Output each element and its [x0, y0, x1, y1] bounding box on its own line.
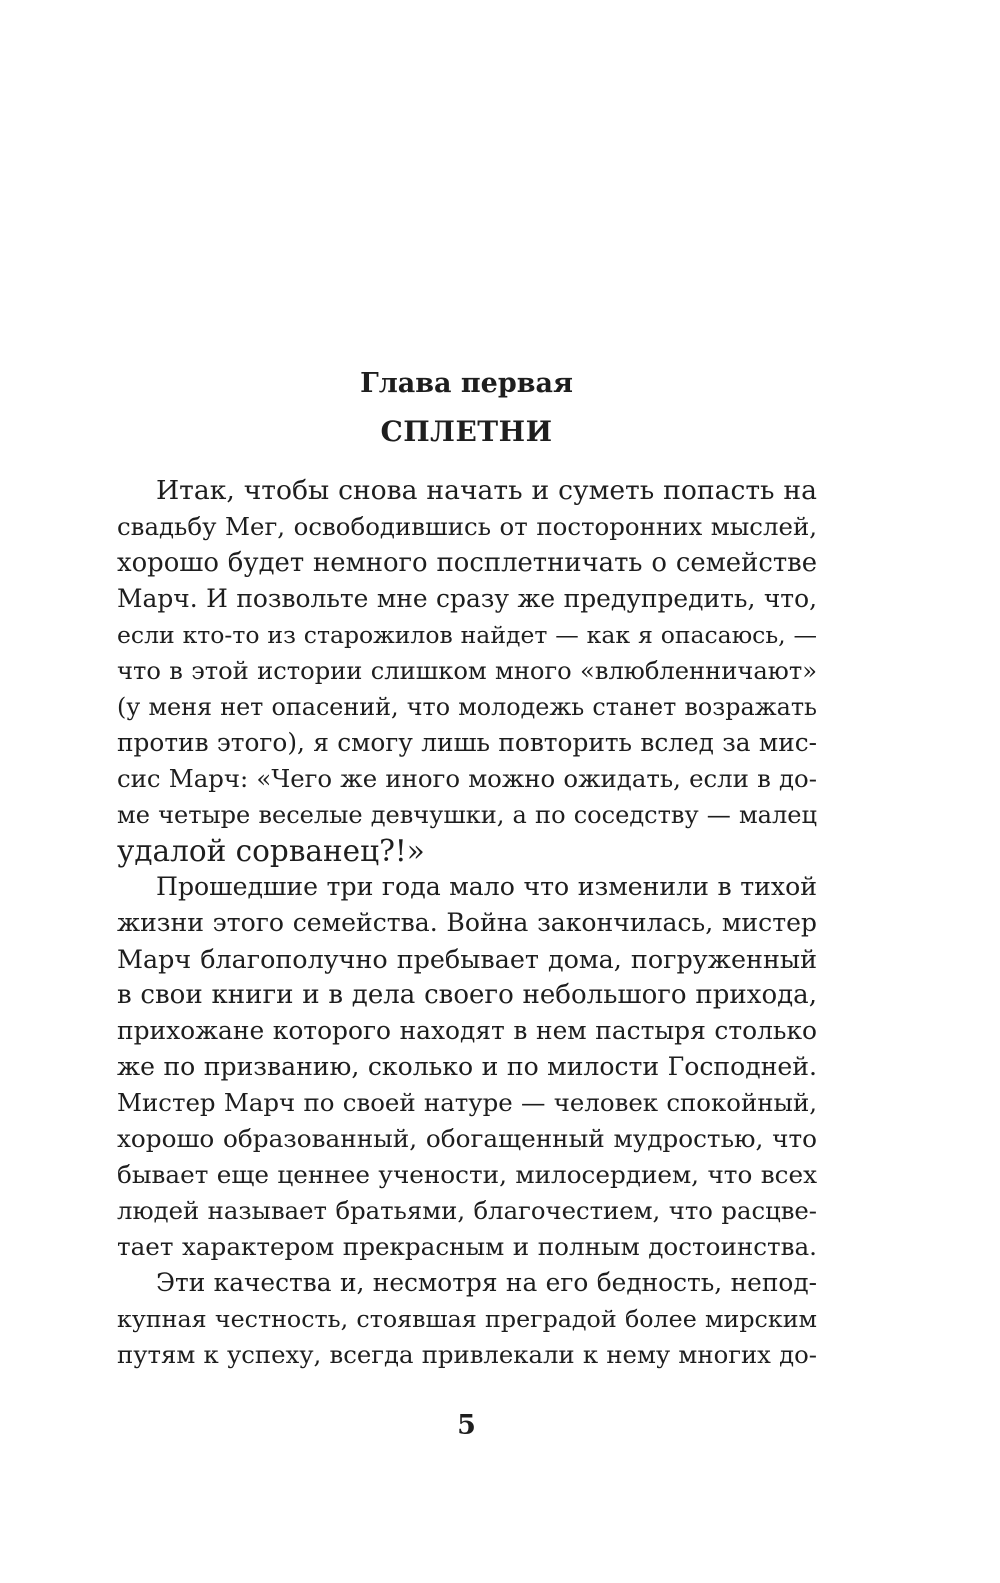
text-line: сис Марч: «Чего же иного можно ожидать, если в до-	[117, 764, 817, 793]
text-line: Марч. И позвольте мне сразу же предупредить, что,	[117, 584, 817, 613]
text-line: Эти качества и, несмотря на его бедность, непод-	[156, 1268, 817, 1297]
text-line: бывает еще ценнее учености, милосердием, что всех	[117, 1160, 817, 1189]
text-line: против этого), я смогу лишь повторить вслед за мис-	[117, 728, 817, 757]
text-line: Мистер Марч по своей натуре — человек спокойный,	[117, 1088, 817, 1117]
text-line: если кто-то из старожилов найдет — как я опасаюсь, —	[117, 621, 817, 649]
text-line: Прошедшие три года мало что изменили в тихой	[156, 872, 817, 901]
text-line: удалой сорванец?!»	[117, 834, 425, 868]
text-line: (у меня нет опасений, что молодежь станет возражать	[117, 693, 817, 721]
chapter-label: Глава первая	[360, 368, 573, 399]
text-line: людей называет братьями, благочестием, что расцве-	[117, 1196, 817, 1225]
page-number: 5	[457, 1410, 476, 1441]
text-line: Итак, чтобы снова начать и суметь попасть на	[156, 475, 817, 506]
text-line: хорошо будет немного посплетничать о семействе	[117, 548, 817, 578]
text-line: в свои книги и в дела своего небольшого прихода,	[117, 980, 817, 1010]
text-line: путям к успеху, всегда привлекали к нему многих до-	[117, 1340, 817, 1369]
text-line: ме четыре веселые девчушки, а по соседству — малец	[117, 801, 817, 829]
text-line: Марч благополучно пребывает дома, погруженный	[117, 944, 817, 974]
text-line: хорошо образованный, обогащенный мудростью, что	[117, 1124, 817, 1153]
text-line: свадьбу Мег, освободившись от посторонних мыслей,	[117, 512, 817, 541]
text-line: прихожане которого находят в нем пастыря столько	[117, 1016, 817, 1045]
text-line: что в этой истории слишком много «влюбленничают»	[117, 657, 817, 685]
text-line: же по призванию, сколько и по милости Господней.	[117, 1052, 817, 1081]
text-line: тает характером прекрасным и полным достоинства.	[117, 1232, 817, 1261]
chapter-title: СПЛЕТНИ	[380, 415, 553, 448]
text-line: жизни этого семейства. Война закончилась, мистер	[117, 908, 817, 937]
text-line: купная честность, стоявшая преградой более мирским	[117, 1305, 817, 1333]
